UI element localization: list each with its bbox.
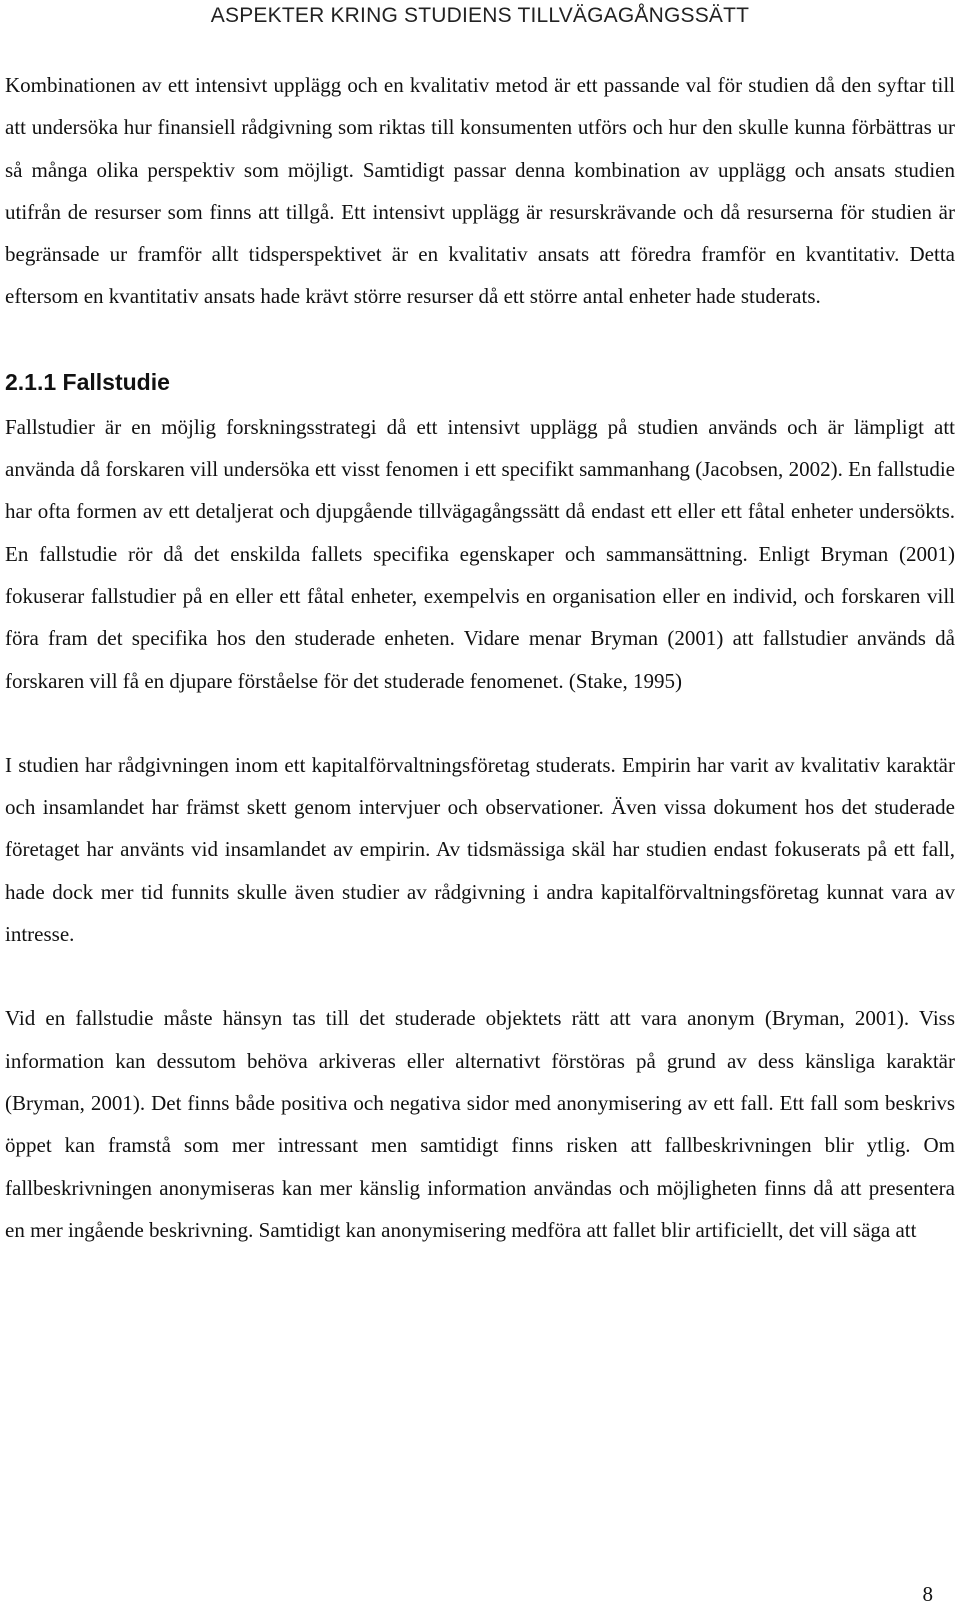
running-header: ASPEKTER KRING STUDIENS TILLVÄGAGÅNGSSÄTT	[210, 4, 750, 27]
document-body	[5, 64, 955, 1251]
paragraph-anonymity: Vid en fallstudie måste hänsyn tas till det studerade objektets rätt att vara anonym (Bryman, 2001). Viss information kan dessutom behöva arkiveras eller alternativt förstöras på grund av dess känsliga karaktär (Bryman, 2001). Det finns både positiva och negativa sidor med anonymisering av ett fall. Ett fall som beskrivs öppet kan framstå som mer intressant men samtidigt finns risken att fallbeskrivningen blir ytlig. Om fallbeskrivningen anonymiseras kan mer känslig information användas och möjligheten finns då att presentera en mer ingående beskrivning. Samtidigt kan anonymisering medföra att fallet blir artificiellt, det vill säga att	[5, 1006, 955, 1242]
page-number: 8	[922, 1582, 933, 1606]
paragraph-case-study-definition: Fallstudier är en möjlig forskningsstrategi då ett intensivt upplägg på studien används och är lämpligt att använda då forskaren vill undersöka ett visst fenomen i ett specifikt sammanhang (Jacobsen, 2002). En fallstudie har ofta formen av ett detaljerat och djupgående tillvägagångssätt då endast ett eller ett fåtal enheter undersökts. En fallstudie rör då det enskilda fallets specifika egenskaper och sammansättning. Enligt Bryman (2001) fokuserar fallstudier på en eller ett fåtal enheter, exempelvis en organisation eller en individ, och forskaren vill föra fram det specifika hos den studerade enheten. Vidare menar Bryman (2001) att fallstudier används då forskaren vill få en djupare förståelse för det studerade fenomenet. (Stake, 1995)	[5, 414, 955, 693]
paragraph-study-scope: I studien har rådgivningen inom ett kapitalförvaltningsföretag studerats. Empirin har varit av kvalitativ karaktär och insamlandet har främst skett genom intervjuer och observationer. Även vissa dokument hos det studerade företaget har använts vid insamlandet av empirin. Av tidsmässiga skäl har studien endast fokuserats på ett fall, hade dock mer tid funnits skulle även studier av rådgivning i andra kapitalförvaltningsföretag kunnat vara av intresse.	[5, 752, 955, 947]
section-heading: 2.1.1 Fallstudie	[5, 368, 170, 395]
paragraph-method-choice: Kombinationen av ett intensivt upplägg och en kvalitativ metod är ett passande val för studien då den syftar till att undersöka hur finansiell rådgivning som riktas till konsumenten utförs och hur den skulle kunna förbättras ur så många olika perspektiv som möjligt. Samtidigt passar denna kombination av upplägg och ansats studien utifrån de resurser som finns att tillgå. Ett intensivt upplägg är resurskrävande och då resurserna för studien är begränsade ur framför allt tidsperspektivet är en kvalitativ ansats att föredra framför en kvantitativ. Detta eftersom en kvantitativ ansats hade krävt större resurser då ett större antal enheter hade studerats.	[5, 73, 955, 309]
